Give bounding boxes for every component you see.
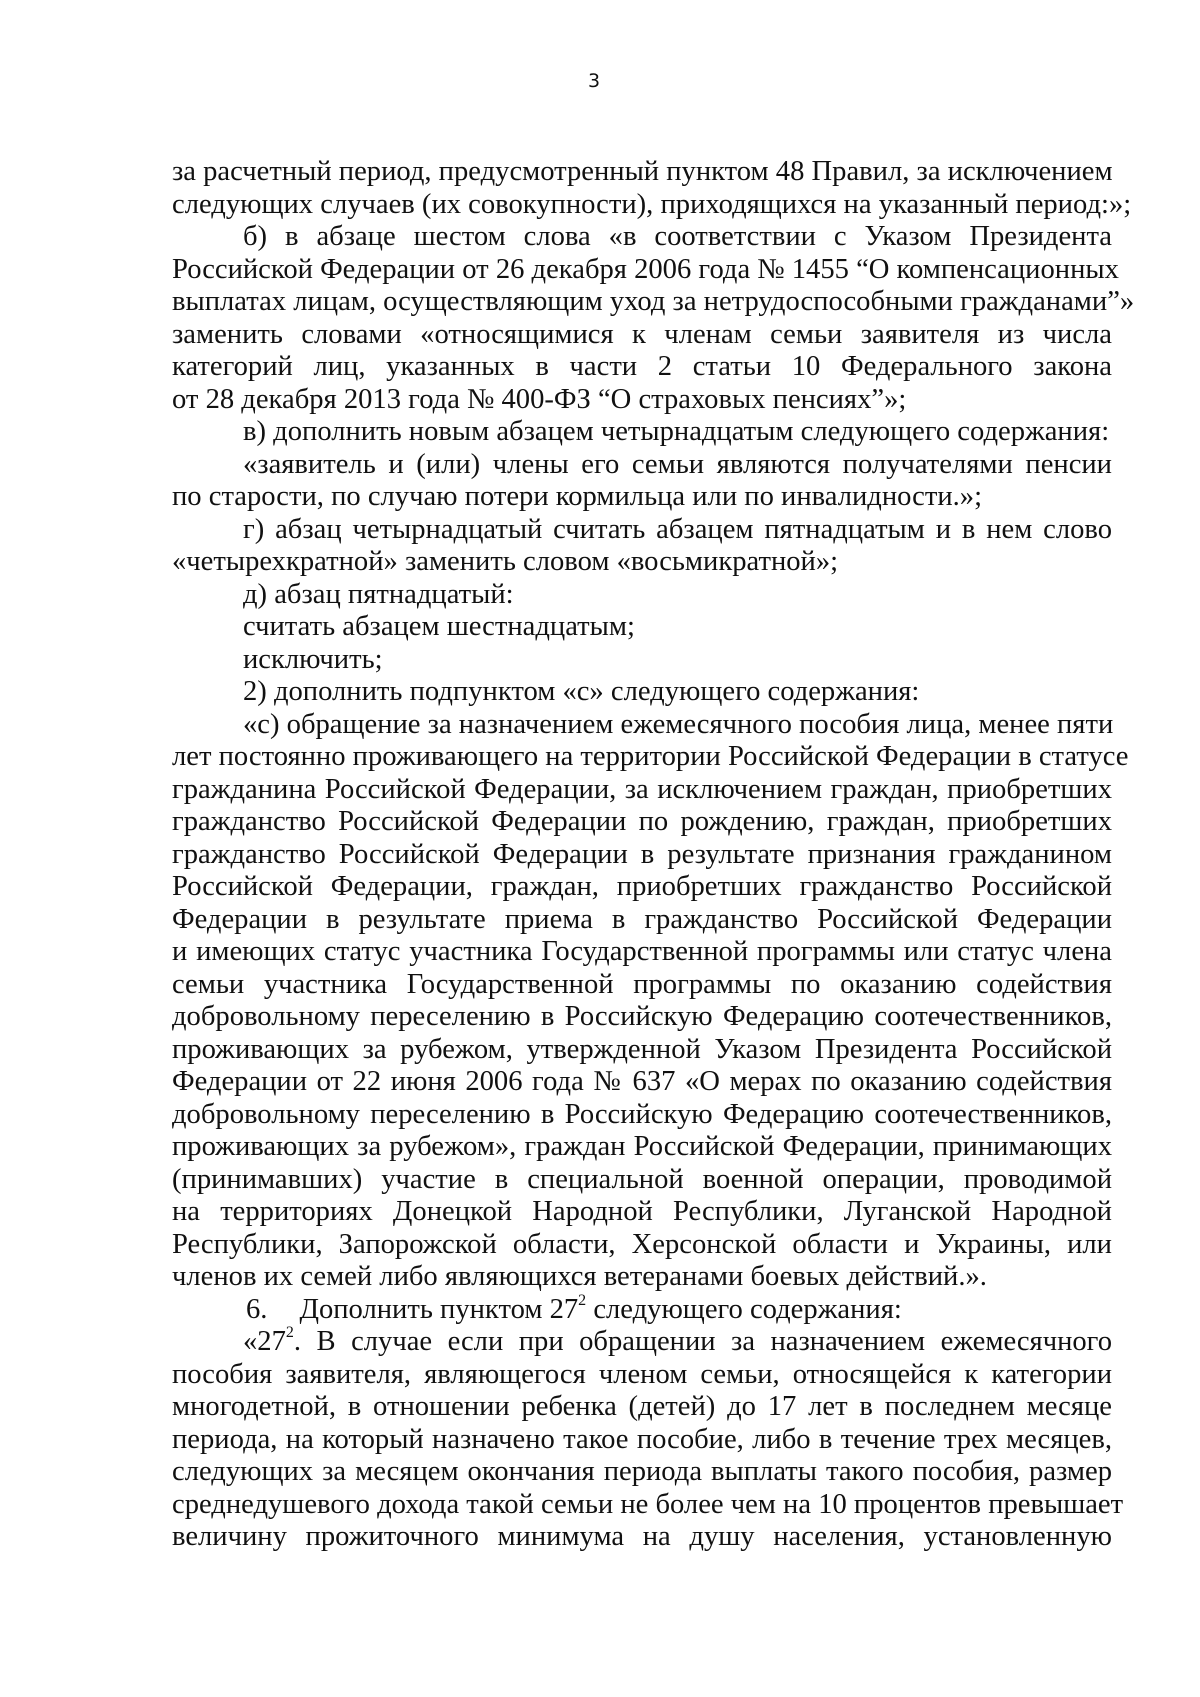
text-line: за расчетный период, предусмотренный пунктом 48 Правил, за исключением (172, 156, 1113, 187)
text-line: членов их семей либо являющихся ветеранами боевых действий.». (172, 1261, 987, 1292)
superscript: 2 (285, 1324, 294, 1341)
text-line: гражданина Российской Федерации, за исключением граждан, приобретших (172, 773, 1112, 805)
page-number: 3 (587, 70, 601, 92)
text-line: следующих случаев (их совокупности), приходящихся на указанный период:»; (172, 188, 1132, 220)
text-line: и имеющих статус участника Государственной программы или статус члена (172, 936, 1112, 967)
text-line: от 28 декабря 2013 года № 400-ФЗ “О страховых пенсиях”»; (172, 383, 907, 415)
text-line: добровольному переселению в Российскую Федерацию соотечественников, (172, 1098, 1112, 1130)
point-27-opening-line (172, 1326, 1112, 1359)
text-line: Федерации от 22 июня 2006 года № 637 «О мерах по оказанию содействия (172, 1066, 1112, 1097)
text-line: в) дополнить новым абзацем четырнадцатым следующего содержания: (243, 416, 1110, 447)
text-line: проживающих за рубежом», граждан Российской Федерации, принимающих (172, 1131, 1112, 1162)
text-line: проживающих за рубежом, утвержденной Указом Президента Российской (172, 1033, 1112, 1065)
paragraph-block-continued (172, 1358, 1124, 1554)
text-line: «четырехкратной» заменить словом «восьмикратной»; (172, 546, 839, 577)
text-line: Российской Федерации от 26 декабря 2006 года № 1455 “О компенсационных (172, 253, 1119, 285)
text-line: гражданство Российской Федерации по рождению, граждан, приобретших (172, 806, 1112, 837)
text-line: (принимавших) участие в специальной военной операции, проводимой (172, 1163, 1112, 1195)
text-line: многодетной, в отношении ребенка (детей) до 17 лет в последнем месяце (172, 1391, 1112, 1422)
text-line: пособия заявителя, являющегося членом семьи, относящейся к категории (172, 1358, 1112, 1390)
point-27-label: «27 (243, 1326, 286, 1357)
superscript: 2 (578, 1291, 587, 1309)
text-line: категорий лиц, указанных в части 2 статьи 10 Федерального закона (172, 351, 1112, 382)
text-line: по старости, по случаю потери кормильца или по инвалидности.»; (172, 481, 983, 512)
text-line: на территориях Донецкой Народной Республики, Луганской Народной (172, 1196, 1112, 1227)
text-line: Российской Федерации, граждан, приобретших гражданство Российской (172, 871, 1112, 902)
item-number: 6. (246, 1293, 268, 1325)
point-27-text: . В случае если при обращении за назначением ежемесячного (293, 1326, 1112, 1357)
text-line: г) абзац четырнадцатый считать абзацем пятнадцатым и в нем слово (243, 513, 1112, 545)
text-line: 2) дополнить подпунктом «с» следующего содержания: (243, 676, 920, 707)
paragraph-block (172, 156, 1135, 1294)
text-line: считать абзацем шестнадцатым; (243, 611, 635, 642)
text-line: лет постоянно проживающего на территории Российской Федерации в статусе (172, 741, 1129, 772)
text-line: «с) обращение за назначением ежемесячного пособия лица, менее пяти (243, 708, 1114, 740)
text-line: д) абзац пятнадцатый: (243, 578, 514, 610)
text-line: добровольному переселению в Российскую Федерацию соотечественников, (172, 1001, 1112, 1032)
text-line: периода, на который назначено такое пособие, либо в течение трех месяцев, (172, 1423, 1112, 1455)
text-line: семьи участника Государственной программы по оказанию содействия (172, 968, 1112, 1000)
text-line: «заявитель и (или) члены его семьи являются получателями пенсии (243, 448, 1112, 480)
text-line: выплатах лицам, осуществляющим уход за нетрудоспособными гражданами”» (172, 286, 1135, 317)
text-line: Федерации в результате приема в гражданство Российской Федерации (172, 903, 1112, 935)
text-line: Республики, Запорожской области, Херсонской области и Украины, или (172, 1228, 1112, 1260)
text-line: величину прожиточного минимума на душу населения, установленную (172, 1521, 1112, 1552)
text-line: следующих за месяцем окончания периода выплаты такого пособия, размер (172, 1456, 1112, 1487)
text-line: исключить; (243, 643, 383, 675)
text-line: среднедушевого дохода такой семьи не более чем на 10 процентов превышает (172, 1488, 1124, 1520)
document-body (172, 156, 1135, 1554)
item-6-text-end: следующего содержания: (586, 1293, 902, 1325)
text-line: б) в абзаце шестом слова «в соответствии с Указом Президента (243, 221, 1112, 252)
item-6-heading (172, 1291, 1112, 1327)
item-6-text: Дополнить пунктом 27 (299, 1293, 579, 1325)
text-line: гражданство Российской Федерации в результате признания гражданином (172, 838, 1112, 870)
text-line: заменить словами «относящимися к членам семьи заявителя из числа (172, 318, 1112, 350)
